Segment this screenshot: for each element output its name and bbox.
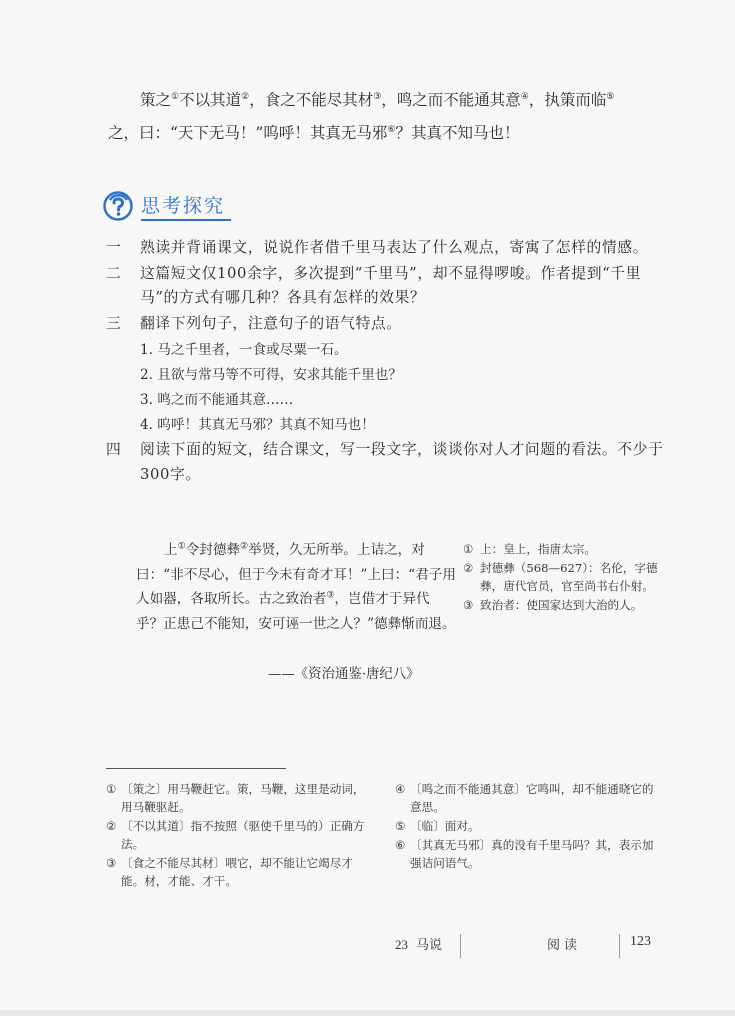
footnotes-right (395, 780, 665, 873)
list-item: 2. 且欲与常马等不可得，安求其能千里也？ (140, 367, 402, 383)
footnote-text: 〔鸣之而不能通其意〕它鸣叫，却不能通晓它的意思。 (410, 782, 654, 814)
translation-sentences (140, 338, 666, 438)
passage-seg: ？其真不知马也！ (395, 124, 520, 142)
passage-line-2 (108, 117, 668, 150)
footnote-ref[interactable]: ④ (520, 91, 529, 102)
list-item: 4. 呜呼！其真无马邪？其真不知马也！ (140, 417, 375, 433)
footnotes-left (106, 780, 376, 891)
question-number: 一 (106, 239, 121, 256)
reading-seg: ，岂借才于异代乎？正患己不能知，安可诬一世之人？”德彝惭而退。 (136, 591, 456, 632)
side-note (463, 559, 663, 596)
reading-seg: 举贤，久无所举。上诘之，对曰：“非不尽心，但于今未有奇才耳！”上曰：“君子用人如器，各取所长。古之致治者 (136, 542, 456, 607)
question-number: 三 (106, 314, 121, 332)
passage-seg: 不以其道 (179, 91, 242, 109)
reading-paragraph (136, 538, 456, 636)
page-number: 123 (630, 934, 651, 949)
reading-passage (136, 538, 456, 636)
footer-divider (460, 934, 461, 958)
footnote-text: 〔食之不能尽其材〕喂它，却不能让它竭尽才能。材，才能、才干。 (121, 856, 353, 888)
question-text: 这篇短文仅100余字，多次提到“千里马”，却不显得啰唆。作者提到“千里马”的方式有哪几种？各具有怎样的效果？ (140, 264, 642, 306)
footnote-number: ③ (106, 856, 117, 870)
footnote-ref[interactable]: ③ (373, 91, 382, 102)
note-number: ① (463, 542, 474, 556)
question-item (106, 262, 666, 311)
footnote-number: ① (106, 782, 117, 796)
passage-seg: ，执策而临 (528, 91, 607, 109)
note-text: 封德彝（568—627）：名伦，字德彝，唐代官员，官至尚书右仆射。 (480, 560, 658, 593)
passage-seg: ，鸣之而不能通其意 (381, 91, 521, 109)
passage-line-1 (108, 84, 668, 117)
footer-divider (619, 934, 620, 958)
question-text: 翻译下列句子，注意句子的语气特点。 (140, 314, 402, 332)
reading-seg: 上 (164, 542, 178, 558)
question-item (106, 438, 666, 487)
footnote-ref[interactable]: ⑤ (606, 91, 615, 102)
passage-seg: 之，曰：“天下无马！”呜呼！其真无马邪 (108, 124, 388, 142)
question-number: 二 (106, 264, 121, 282)
section-title: 思考探究 (141, 191, 231, 221)
lesson-number: 23 (395, 937, 408, 952)
footnote-number: ② (106, 819, 117, 833)
footnote (106, 817, 376, 853)
footer-section: 阅读 (547, 938, 582, 953)
note-text: 上：皇上，指唐太宗。 (480, 542, 596, 556)
side-note (463, 540, 663, 559)
footnote-ref[interactable]: ② (240, 541, 249, 552)
footnote-number: ④ (395, 782, 406, 796)
note-number: ② (463, 560, 474, 575)
question-item (106, 236, 666, 261)
reading-seg: 令封德彝 (185, 542, 241, 558)
page-edge (0, 1010, 735, 1016)
footnote (395, 780, 665, 816)
footnote-ref[interactable]: ② (241, 91, 250, 102)
lesson-title: 马说 (416, 938, 443, 953)
question-item (106, 312, 666, 337)
footnote-number: ⑥ (395, 838, 406, 852)
footnote-text: 〔策之〕用马鞭赶它。策，马鞭，这里是动词，用马鞭驱赶。 (121, 782, 365, 814)
question-number: 四 (106, 441, 121, 458)
side-note (463, 596, 663, 615)
reading-source: ——《资治通鉴·唐纪八》 (268, 667, 420, 682)
footnote-text: 〔不以其道〕指不按照（驱使千里马的）正确方法。 (121, 819, 365, 851)
footnote (106, 854, 376, 890)
passage-text (108, 84, 668, 150)
footnote-ref[interactable]: ① (171, 91, 180, 102)
footnote-ref[interactable]: ① (177, 541, 186, 552)
note-text: 致治者：使国家达到大治的人。 (480, 597, 643, 612)
list-item: 3. 鸣之而不能通其意…… (140, 392, 294, 408)
footnote-text: 〔其真无马邪〕真的没有千里马吗？其，表示加强诘问语气。 (410, 838, 654, 870)
passage-seg: 策之 (140, 91, 172, 109)
footnote-number: ⑤ (395, 819, 406, 833)
footnote (106, 780, 376, 816)
question-text: 阅读下面的短文，结合课文，写一段文字，谈谈你对人才问题的看法。不少于300字。 (140, 441, 664, 483)
side-notes (463, 540, 663, 614)
question-list (106, 236, 666, 488)
footnote-ref[interactable]: ⑥ (387, 124, 396, 135)
question-text: 熟读并背诵课文，说说作者借千里马表达了什么观点，寄寓了怎样的情感。 (140, 239, 649, 256)
section-heading (103, 189, 231, 223)
footnote (395, 817, 665, 835)
footnote-text: 〔临〕面对。 (410, 819, 480, 833)
question-icon (103, 191, 133, 221)
footnote-divider (106, 768, 286, 769)
note-number: ③ (463, 597, 474, 612)
footnote-ref[interactable]: ③ (326, 590, 335, 601)
footer-lesson (395, 934, 442, 953)
passage-seg: ，食之不能尽其材 (249, 91, 374, 109)
list-item: 1. 马之千里者，一食或尽粟一石。 (140, 342, 348, 358)
footnote (395, 836, 665, 872)
